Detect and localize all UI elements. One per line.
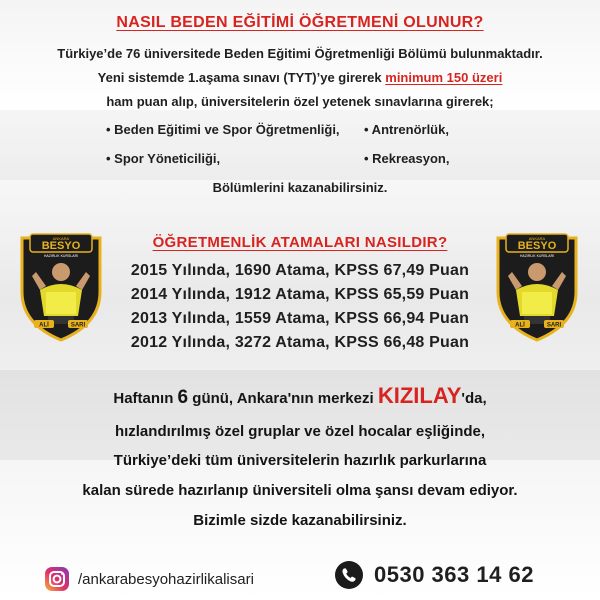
svg-text:BESYO: BESYO — [517, 240, 557, 252]
promo-line-2: hızlandırılmış özel gruplar ve özel hocalar eşliğinde, — [114, 423, 486, 440]
assignment-row: 2015 Yılında, 1690 Atama, KPSS 67,49 Puan — [130, 262, 470, 279]
intro-line-1: Türkiye’de 76 üniversitede Beden Eğitimi Öğretmenliği Bölümü bulunmaktadır. — [57, 46, 543, 61]
svg-text:ANKARA: ANKARA — [52, 236, 70, 241]
intro-line-2: Yeni sistemde 1.aşama sınavı (TYT)’ye girerek minimum 150 üzeri — [97, 70, 503, 85]
svg-text:SARI: SARI — [546, 322, 562, 329]
promo-line-1: Haftanın 6 günü, Ankara'nın merkezi KIZILAY'da, — [113, 383, 487, 408]
intro-line-3: ham puan alıp, üniversitelerin özel yetenek sınavlarına girerek; — [106, 94, 494, 109]
kizilay-highlight: KIZILAY — [377, 383, 462, 408]
promo-line-4: kalan sürede hazırlanıp üniversiteli olma şansı devam ediyor. — [82, 482, 518, 499]
phone-number: 0530 363 14 62 — [374, 562, 534, 587]
instagram-handle: /ankarabesyohazirlikalisari — [78, 570, 254, 588]
assignments-title: ÖĞRETMENLİK ATAMALARI NASILDIR? — [152, 234, 448, 251]
assignment-row: 2014 Yılında, 1912 Atama, KPSS 65,59 Puan — [130, 286, 470, 303]
bullet-item: • Antrenörlük, — [364, 122, 449, 137]
svg-text:HAZIRLIK KURSLARI: HAZIRLIK KURSLARI — [519, 254, 555, 258]
promo-line-3: Türkiye’deki tüm üniversitelerin hazırlık parkurlarına — [113, 452, 487, 469]
svg-text:BESYO: BESYO — [41, 240, 81, 252]
svg-text:ALİ: ALİ — [515, 322, 525, 329]
instagram-link[interactable] — [44, 566, 254, 592]
svg-text:ALİ: ALİ — [39, 322, 49, 329]
main-title: NASIL BEDEN EĞİTİMİ ÖĞRETMENİ OLUNUR? — [116, 14, 484, 31]
svg-text:SARI: SARI — [70, 322, 86, 329]
bullet-item: • Spor Yöneticiliği, — [106, 151, 221, 166]
closing-line: Bölümlerini kazanabilirsiniz. — [212, 180, 388, 195]
svg-text:ANKARA: ANKARA — [528, 236, 546, 241]
bullet-item: • Beden Eğitimi ve Spor Öğretmenliği, — [106, 122, 340, 137]
minimum-score-highlight: minimum 150 üzeri — [385, 70, 503, 85]
days-count: 6 — [177, 387, 189, 408]
besyo-logo-left — [18, 232, 104, 342]
besyo-logo-right — [494, 232, 580, 342]
assignment-row: 2012 Yılında, 3272 Atama, KPSS 66,48 Puan — [130, 334, 470, 351]
promo-line-5: Bizimle sizde kazanabilirsiniz. — [193, 512, 407, 529]
svg-text:HAZIRLIK KURSLARI: HAZIRLIK KURSLARI — [43, 254, 79, 258]
phone-link[interactable] — [334, 560, 534, 590]
phone-icon — [334, 560, 364, 590]
instagram-icon — [44, 566, 70, 592]
bullet-item: • Rekreasyon, — [364, 151, 450, 166]
assignment-row: 2013 Yılında, 1559 Atama, KPSS 66,94 Puan — [130, 310, 470, 327]
